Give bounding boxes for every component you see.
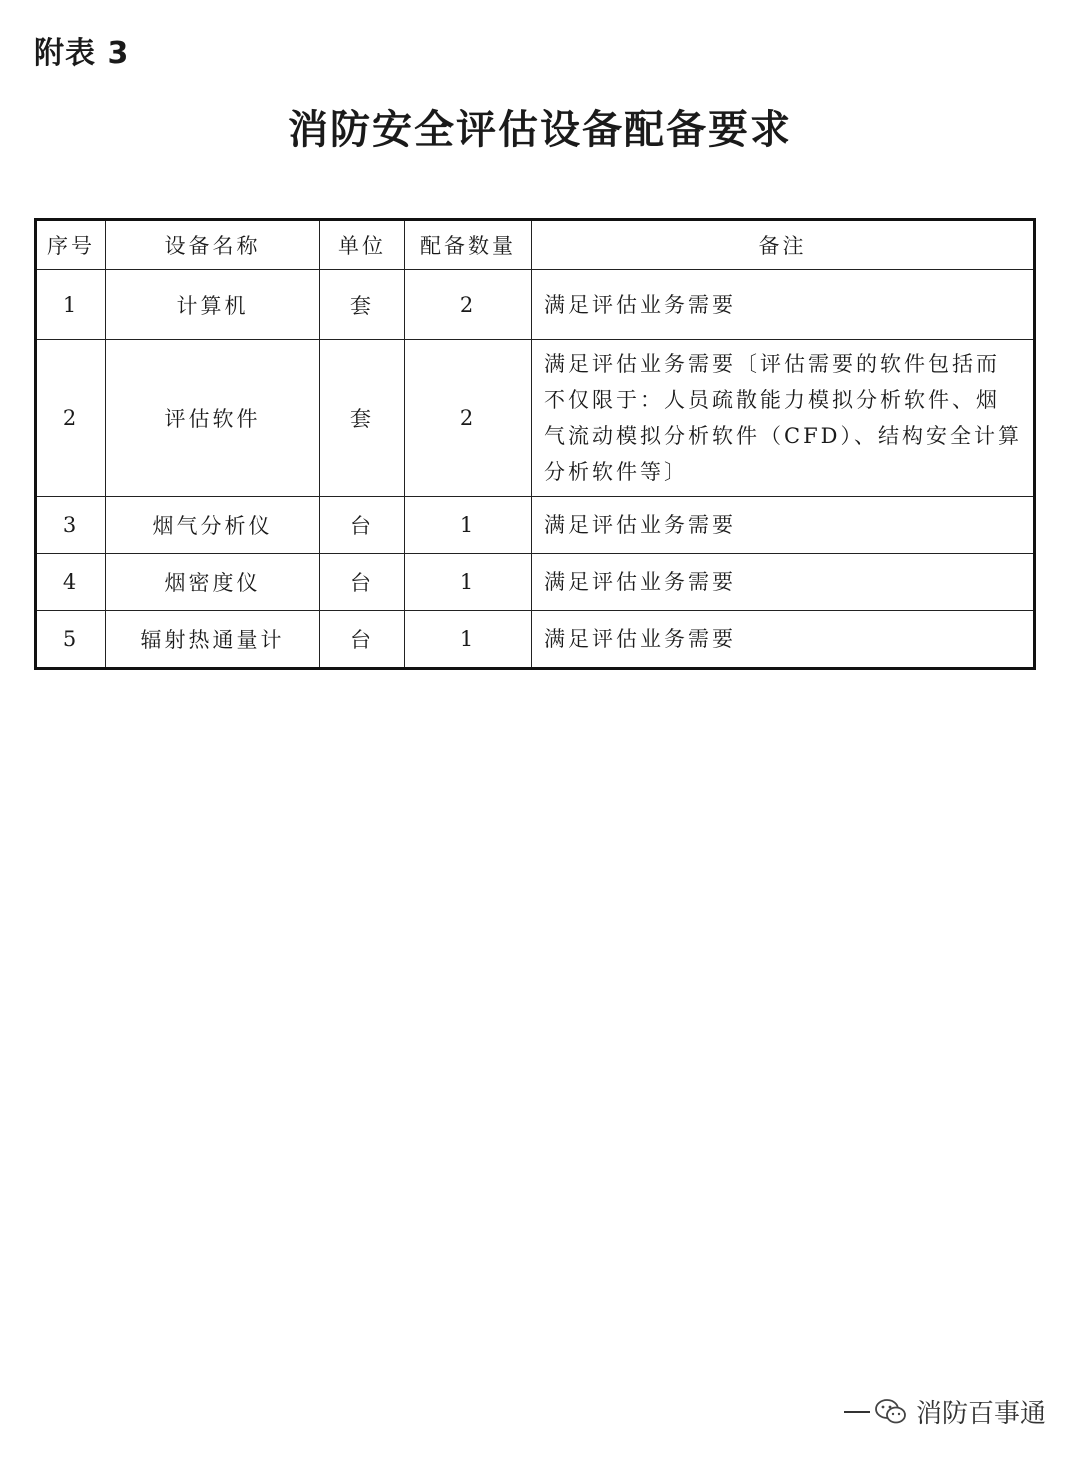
cell-name: 烟密度仪 — [106, 554, 320, 611]
cell-qty: 1 — [405, 554, 532, 611]
cell-name: 烟气分析仪 — [106, 497, 320, 554]
cell-unit: 台 — [320, 554, 405, 611]
header-note: 备注 — [532, 220, 1035, 270]
header-qty: 配备数量 — [405, 220, 532, 270]
cell-no: 5 — [36, 611, 106, 669]
header-name: 设备名称 — [106, 220, 320, 270]
wechat-icon — [874, 1397, 908, 1427]
header-unit: 单位 — [320, 220, 405, 270]
cell-unit: 套 — [320, 270, 405, 340]
cell-note: 满足评估业务需要〔评估需要的软件包括而不仅限于：人员疏散能力模拟分析软件、烟气流动模拟分析软件（CFD）、结构安全计算分析软件等〕 — [532, 340, 1035, 497]
table-row — [36, 270, 1035, 340]
cell-unit: 台 — [320, 497, 405, 554]
watermark-text: 消防百事通 — [915, 1399, 1046, 1429]
cell-note: 满足评估业务需要 — [532, 497, 1035, 554]
cell-unit: 台 — [320, 611, 405, 669]
cell-note: 满足评估业务需要 — [532, 270, 1035, 340]
table-header-row — [36, 220, 1035, 270]
header-no: 序号 — [36, 220, 106, 270]
table-row — [36, 611, 1035, 669]
watermark — [844, 1393, 1046, 1430]
cell-qty: 1 — [405, 497, 532, 554]
annex-label: 附表 3 — [34, 36, 130, 71]
watermark-dash — [844, 1411, 870, 1413]
cell-no: 2 — [36, 340, 106, 497]
cell-qty: 2 — [405, 270, 532, 340]
cell-name: 计算机 — [106, 270, 320, 340]
cell-no: 4 — [36, 554, 106, 611]
table-row — [36, 340, 1035, 497]
cell-name: 评估软件 — [106, 340, 320, 497]
page-title: 消防安全评估设备配备要求 — [288, 106, 792, 153]
table-row — [36, 497, 1035, 554]
cell-no: 1 — [36, 270, 106, 340]
cell-no: 3 — [36, 497, 106, 554]
cell-name: 辐射热通量计 — [106, 611, 320, 669]
cell-unit: 套 — [320, 340, 405, 497]
cell-note: 满足评估业务需要 — [532, 611, 1035, 669]
equipment-table — [34, 218, 1036, 670]
cell-qty: 2 — [405, 340, 532, 497]
cell-qty: 1 — [405, 611, 532, 669]
table-row — [36, 554, 1035, 611]
cell-note: 满足评估业务需要 — [532, 554, 1035, 611]
